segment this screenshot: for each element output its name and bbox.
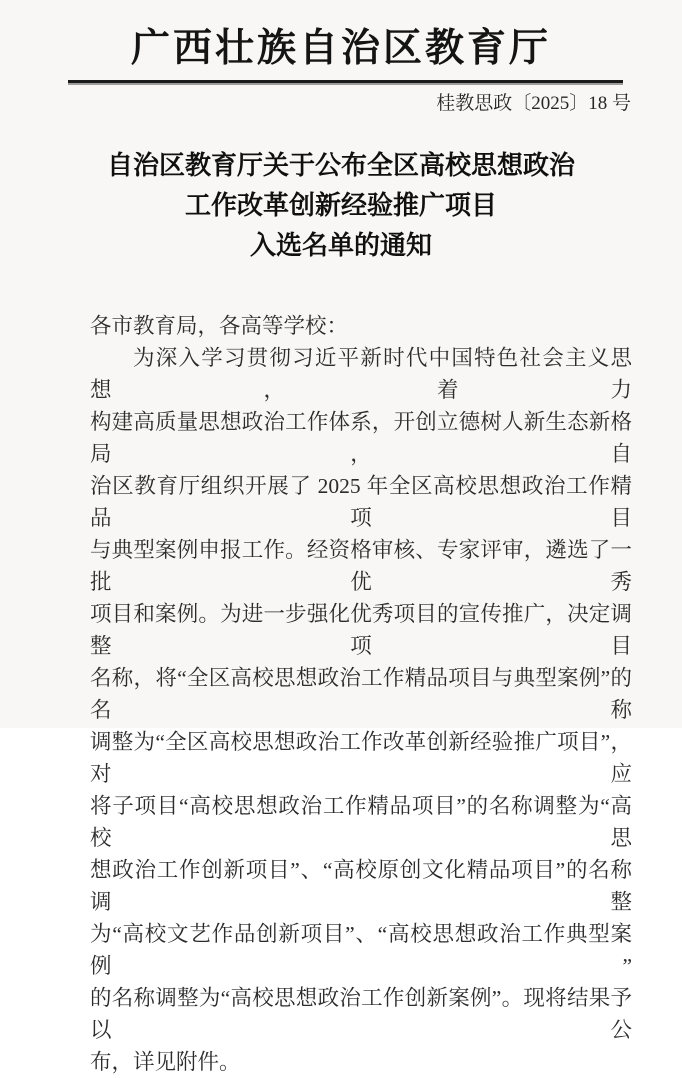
letterhead-rule-shadow [68, 83, 623, 85]
paragraph-line: 治区教育厅组织开展了 2025 年全区高校思想政治工作精品项目 [90, 474, 632, 530]
paragraph-line: 调整为“全区高校思想政治工作改革创新经验推广项目”，对应 [90, 730, 632, 786]
document-number: 桂教思政〔2025〕18 号 [436, 93, 631, 114]
paragraph-line: 项目和案例。为进一步强化优秀项目的宣传推广，决定调整项目 [90, 602, 632, 658]
document-title-line-3: 入选名单的通知 [249, 231, 432, 260]
paragraph-line: 名称，将“全区高校思想政治工作精品项目与典型案例”的名称 [90, 666, 632, 722]
paragraph-line: 的名称调整为“高校思想政治工作创新案例”。现将结果予以公 [90, 986, 632, 1042]
document-title-line-2: 工作改革创新经验推广项目 [184, 191, 497, 220]
letterhead-rule [68, 80, 623, 85]
paragraph-line: 为深入学习贯彻习近平新时代中国特色社会主义思想，着力 [90, 346, 632, 402]
salutation-line: 各市教育局，各高等学校： [90, 314, 349, 338]
document-body [90, 310, 632, 1078]
letterhead-org-name: 广西壮族自治区教育厅 [130, 27, 551, 70]
document-title [0, 146, 682, 266]
paragraph-line: 想政治工作创新项目”、“高校原创文化精品项目”的名称调整 [90, 858, 632, 914]
paragraph-line: 与典型案例申报工作。经资格审核、专家评审，遴选了一批优秀 [90, 538, 632, 594]
paragraph-line: 为“高校文艺作品创新项目”、“高校思想政治工作典型案例” [90, 922, 632, 978]
paragraph-line: 将子项目“高校思想政治工作精品项目”的名称调整为“高校思 [90, 794, 632, 850]
paragraph-line: 构建高质量思想政治工作体系，开创立德树人新生态新格局，自 [90, 410, 632, 466]
document-title-line-1: 自治区教育厅关于公布全区高校思想政治 [106, 151, 575, 180]
paragraph-line: 布，详见附件。 [90, 1050, 241, 1074]
